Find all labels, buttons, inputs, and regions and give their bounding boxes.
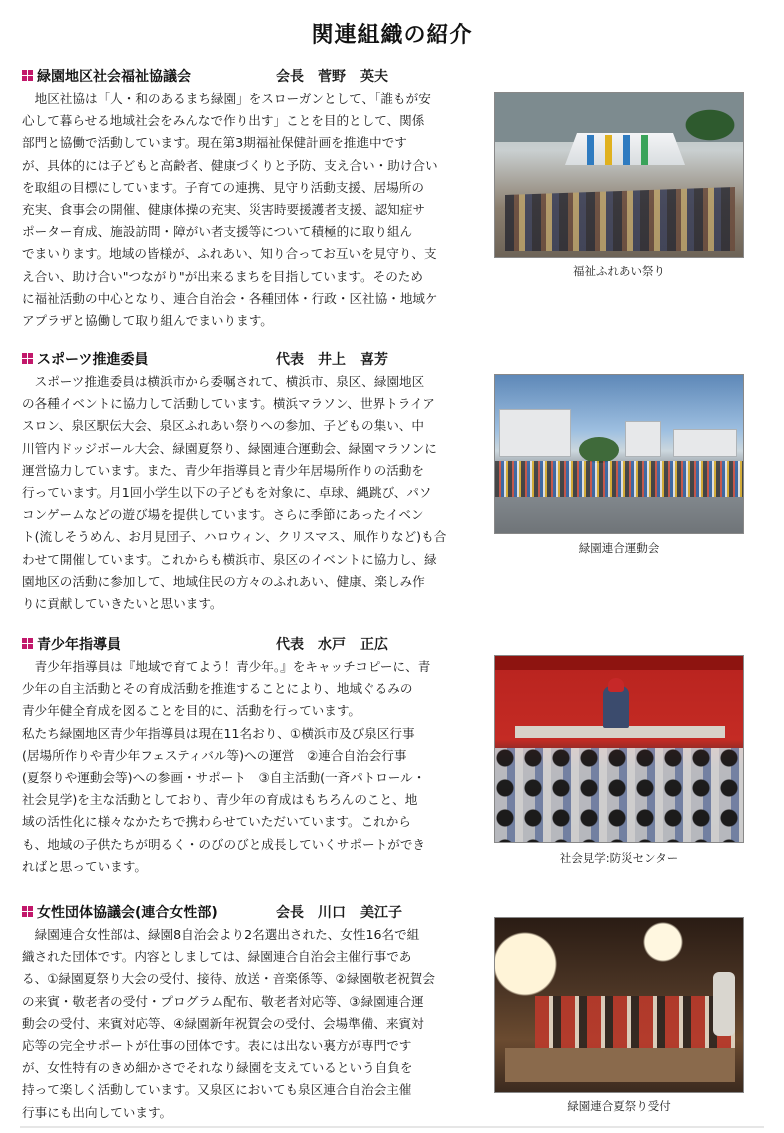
section-name: 青少年指導員	[37, 637, 121, 653]
section-body: 地区社協は「人・和のあるまち緑園」をスローガンとして、「誰もが安 心して暮らせる地域社会をみんなで作り出す」ことを目的として、関係 部門と協働で活動しています。現在第3期福祉保健計画を推進中です が、具体的には子どもと高齢者、健康づくりと予防、支え合い・助け合い を取組の目標にしています。子育ての連携、見守り活動支援、居場所の 充実、食事会の開催、健康体操の充実、災害時要援護者支援、認知症サ ポーター育成、施設訪問・障がい者支援等について積極的に取り組ん でまいります。地域の皆様が、ふれあい、知り合ってお互いを見守り、支 え合い、助け合い"つながり"が出来るまちを目指しています。そのため に福祉活動の中心となり、連合自治会・各種団体・行政・区社協・地域ケ アプラザと協働して取り組んでまいります。	[22, 91, 438, 329]
section-heading	[22, 902, 502, 922]
audience-shape	[495, 748, 744, 843]
section-name: スポーツ推進委員	[37, 352, 149, 368]
photo-summer-festival-reception	[494, 917, 744, 1093]
flag-shape	[623, 135, 630, 165]
crowd-shape	[505, 171, 735, 251]
photo-welfare-festival	[494, 92, 744, 258]
section-body: 青少年指導員は『地域で育てよう！青少年。』をキャッチコピーに、青 少年の自主活動とその育成活動を推進することにより、地域ぐるみの 青少年健全育成を図ることを目的に、活動を行っています。 私たち緑園地区青少年指導員は現在11名おり、①横浜市及び泉区行事 (居場所作りや青少年フェスティバル等)への運営 ②連合自治会行事 (夏祭りや運動会等)への参画・サポート ③自主活動(一斉パトロール・ 社会見学)を主な活動としており、青少年の育成はもちろんのこと、地 域の活性化に様々なかたちで携わらせていただいています。これから も、地域の子供たちが明るく・のびのびと成長していくサポートができ ればと思っています。	[22, 659, 431, 874]
section-heading	[22, 349, 502, 369]
photo-sports-day	[494, 374, 744, 534]
building-shape	[673, 429, 737, 457]
building-shape	[625, 421, 661, 457]
divider	[20, 1126, 764, 1128]
flag-shape	[641, 135, 648, 165]
section-body: 緑園連合女性部は、緑園8自治会より2名選出された、女性16名で組 織された団体です。内容としましては、緑園連合自治会主催行事であ る、①緑園夏祭り大会の受付、接待、放送・音楽係等、②緑園敬老祝賀会 の来賓・敬老者の受付・プログラム配布、敬老者対応等、③緑園連合運 動会の受付、来賓対応等、④緑園新年祝賀会の受付、会場準備、来賓対 応等の完全サポートが仕事の団体です。表には出ない裏方が専門です が、女性特有のきめ細かさでそれなり緑園を支えているという自負を 持って楽しく活動しています。又泉区においても泉区連合自治会主催 行事にも出向しています。	[22, 927, 435, 1120]
building-shape	[499, 409, 571, 457]
section-role: 代表 水戸 正広	[276, 637, 388, 653]
section-heading	[22, 66, 502, 86]
photo-caption: 社会見学:防災センター	[559, 851, 679, 865]
presenter-shape	[603, 686, 629, 728]
bullet-squares-icon	[22, 353, 33, 364]
section-name: 緑園地区社会福祉協議会	[37, 69, 191, 85]
section-role: 会長 川口 美江子	[276, 905, 402, 921]
tree-shape	[579, 437, 619, 463]
section-role: 会長 菅野 英夫	[276, 69, 388, 85]
section-role: 代表 井上 喜芳	[276, 352, 388, 368]
photo-caption: 緑園連合夏祭り受付	[567, 1099, 671, 1113]
section-heading	[22, 634, 502, 654]
bullet-squares-icon	[22, 638, 33, 649]
section-body: スポーツ推進委員は横浜市から委嘱されて、横浜市、泉区、緑園地区 の各種イベントに協力して活動しています。横浜マラソン、世界トライア スロン、泉区駅伝大会、泉区ふれあい祭りへの参加、子どもの集い、中 川管内ドッジボール大会、緑園夏祭り、緑園連合運動会、緑園マラソンに 運営協力しています。また、青少年指導員と青少年居場所作りの活動を 行っています。月1回小学生以下の子どもを対象に、卓球、縄跳び、パソ コンゲームなどの遊び場を提供しています。さらに季節にあったイベン ト(流しそうめん、お月見団子、ハロウィン、クリスマス、凧作りなど)も合 わせて開催しています。これからも横浜市、泉区のイベントに協力し、緑 園地区の活動に参加して、地域住民の方々のふれあい、健康、楽しみ作 りに貢献していきたいと思います。	[22, 374, 447, 612]
crowd-shape	[495, 461, 744, 497]
photo-caption: 緑園連合運動会	[578, 541, 660, 555]
flag-shape	[587, 135, 594, 165]
red-cap-shape	[608, 678, 624, 692]
bullet-squares-icon	[22, 906, 33, 917]
photo-disaster-center	[494, 655, 744, 843]
curtain-shape	[495, 656, 744, 670]
people-shape	[535, 996, 735, 1050]
page-title: 関連組織の紹介	[311, 23, 473, 48]
table-shape	[505, 1048, 735, 1082]
photo-caption: 福祉ふれあい祭り	[573, 264, 665, 278]
bullet-squares-icon	[22, 70, 33, 81]
section-name: 女性団体協議会(連合女性部)	[37, 905, 218, 921]
lantern-shape	[713, 972, 735, 1036]
flag-shape	[605, 135, 612, 165]
